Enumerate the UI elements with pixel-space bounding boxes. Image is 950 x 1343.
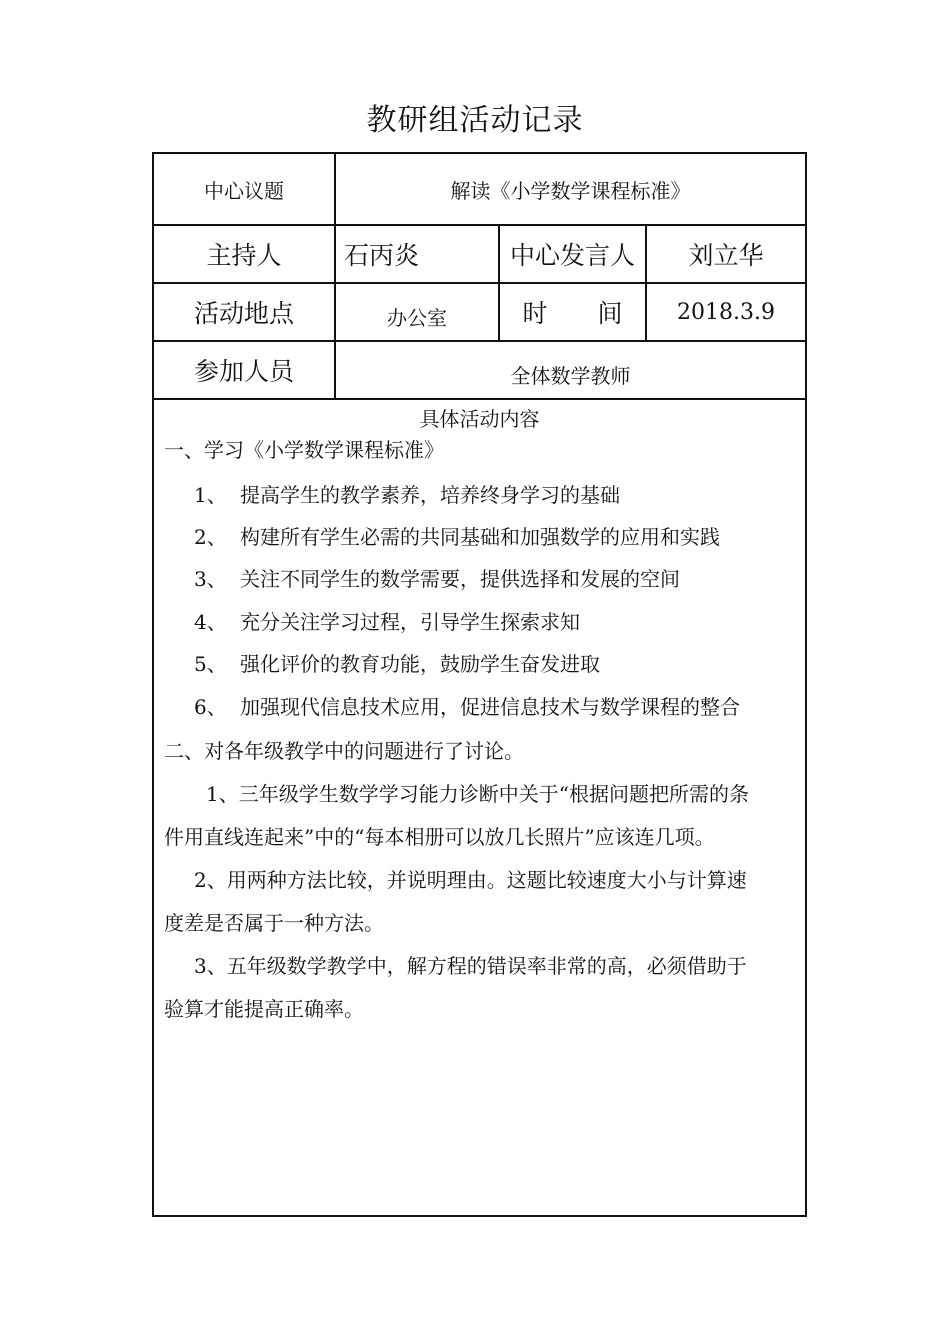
host-row bbox=[154, 226, 805, 284]
list-item: 2、 构建所有学生必需的共同基础和加强数学的应用和实践 bbox=[194, 525, 720, 549]
topic-row bbox=[154, 154, 805, 226]
activity-content bbox=[154, 400, 805, 1215]
speaker-value: 刘立华 bbox=[688, 241, 764, 270]
paragraph-line: 度差是否属于一种方法。 bbox=[164, 911, 384, 935]
record-table bbox=[152, 152, 807, 1217]
location-label: 活动地点 bbox=[154, 284, 336, 340]
paragraph-line: 1、三年级学生数学学习能力诊断中关于“根据问题把所需的条 bbox=[206, 782, 749, 806]
paragraph-line: 验算才能提高正确率。 bbox=[164, 997, 364, 1021]
list-item: 1、 提高学生的教学素养，培养终身学习的基础 bbox=[194, 483, 620, 507]
location-value: 办公室 bbox=[336, 284, 500, 340]
paragraph-line: 3、五年级数学教学中，解方程的错误率非常的高，必须借助于 bbox=[194, 954, 747, 978]
paragraph-line: 件用直线连起来”中的“每本相册可以放几长照片”应该连几项。 bbox=[164, 825, 715, 849]
page-title: 教研组活动记录 bbox=[366, 103, 584, 138]
participants-row bbox=[154, 342, 805, 400]
time-value: 2018.3.9 bbox=[677, 299, 775, 325]
host-value: 石丙炎 bbox=[336, 226, 500, 282]
list-item: 5、 强化评价的教育功能，鼓励学生奋发进取 bbox=[194, 652, 600, 676]
topic-label: 中心议题 bbox=[154, 154, 336, 224]
time-label: 时 间 bbox=[500, 284, 647, 340]
speaker-label: 中心发言人 bbox=[500, 226, 647, 282]
location-row bbox=[154, 284, 805, 342]
paragraph-line: 2、用两种方法比较，并说明理由。这题比较速度大小与计算速 bbox=[194, 868, 747, 892]
list-item: 3、 关注不同学生的数学需要，提供选择和发展的空间 bbox=[194, 567, 680, 591]
participants-value: 全体数学教师 bbox=[510, 363, 631, 388]
list-item: 6、 加强现代信息技术应用，促进信息技术与数学课程的整合 bbox=[194, 695, 740, 719]
content-heading: 具体活动内容 bbox=[419, 407, 540, 431]
topic-value: 解读《小学数学课程标准》 bbox=[450, 178, 691, 203]
section2-title: 二、对各年级教学中的问题进行了讨论。 bbox=[164, 739, 524, 763]
host-label: 主持人 bbox=[154, 226, 336, 282]
list-item: 4、 充分关注学习过程，引导学生探索求知 bbox=[194, 610, 580, 634]
section1-title: 一、学习《小学数学课程标准》 bbox=[164, 438, 444, 462]
participants-label: 参加人员 bbox=[154, 342, 336, 398]
